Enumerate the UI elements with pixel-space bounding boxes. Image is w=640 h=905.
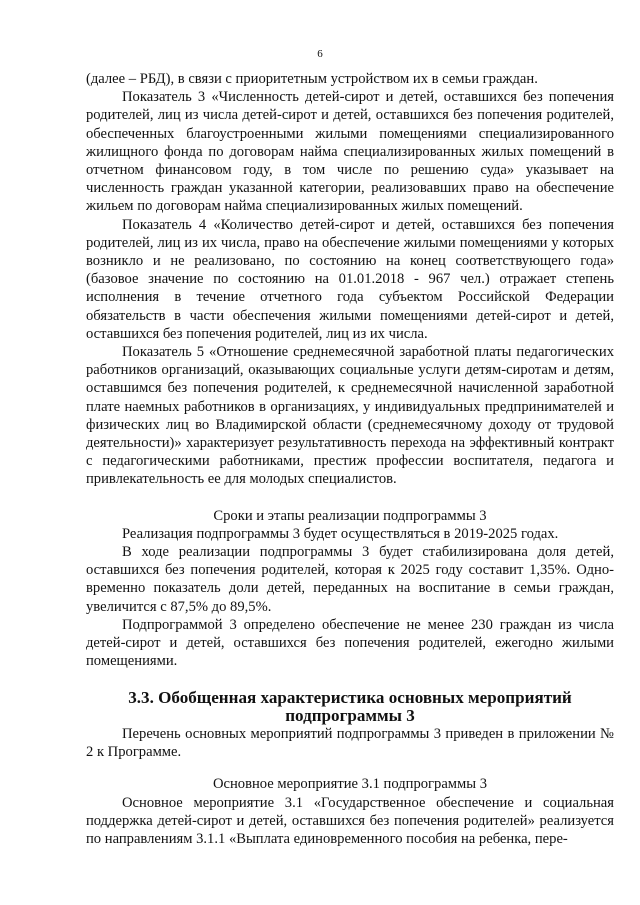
section-subtitle: Основное мероприятие 3.1 подпрограммы 3	[212, 776, 488, 793]
paragraph: Перечень основных мероприятий подпрограммы 3 приведен в приложении № 2 к Программе.	[86, 725, 614, 761]
paragraph: Показатель 3 «Численность детей-сирот и детей, оставшихся без попечения родителей, лиц из числа детей-сирот и детей, оставшихся без попечения родителей, обеспеченных благоустроенными жилыми помещениями специализированного жилищного фонда по договорам найма специализированных жилых помещений в отчетном финансовом году, в том числе по решению суда» указывает на численность граждан указанной категории, реализовавших право на обеспечение жильем по договорам найма специализированных жилых помещений.	[86, 89, 614, 215]
paragraph: Реализация подпрограммы 3 будет осуществляться в 2019-2025 годах.	[122, 525, 559, 542]
section-heading: 3.3. Обобщенная характеристика основных мероприятий подпрограммы 3	[128, 687, 572, 725]
spacer	[86, 671, 614, 689]
section-subtitle: Сроки и этапы реализации подпрограммы 3	[213, 507, 487, 524]
paragraph: (далее – РБД), в связи с приоритетным устройством их в семьи граждан.	[86, 71, 538, 87]
paragraph: Основное мероприятие 3.1 «Государственное обеспечение и социальная поддержка детей-сирот и детей, оставшихся без попечения родителей» реализуется по направлениям 3.1.1 «Выплата единовременного пособия на ребенка, пере-	[86, 794, 614, 847]
paragraph: Показатель 4 «Количество детей-сирот и детей, оставшихся без попечения родителей, лиц из их числа, право на обеспечение жилыми помещениями у которых возникло и не реализовано, по состоянию на конец соответствующего года» (базовое значение по состоянию на 01.01.2018 - 967 чел.) отражает степень исполнения в течение отчетного года субъектом Российской Федерации обязательств в части обеспечения жилыми помещениями детей-сирот и детей, оставшихся без попечения родителей, лиц из их числа.	[86, 216, 614, 342]
paragraph: Показатель 5 «Отношение среднемесячной заработной платы педагогических работников организаций, оказывающих социальные услуги детям-сиротам и детям, оставшимся без попечения родителей, к среднемесячной начисленной заработной плате наемных работников в организациях, у индивидуальных предпринимателей и физических лиц во Владимирской области (среднемесячному доходу от трудовой деятельности)» характеризует результативность перехода на эффективный контракт с педагогическими работниками, престиж профессии воспитателя, педагога и привлекательность ее для молодых специалистов.	[86, 344, 614, 488]
spacer	[86, 489, 614, 507]
paragraph: В ходе реализации подпрограммы 3 будет стабилизирована доля детей, оставшихся без попечения родителей, которая к 2025 году составит 1,35%. Одновременно показатель доли детей, переданных на воспитание в семьи граждан, увеличится с 87,5% до 89,5%.	[86, 544, 614, 615]
page-number: 6	[317, 48, 323, 60]
paragraph: Подпрограммой 3 определено обеспечение не менее 230 граждан из числа детей-сирот и детей, оставшихся без попечения родителей, ежегодно жилыми помещениями.	[86, 616, 614, 670]
page-content	[86, 70, 614, 848]
spacer	[86, 761, 614, 775]
